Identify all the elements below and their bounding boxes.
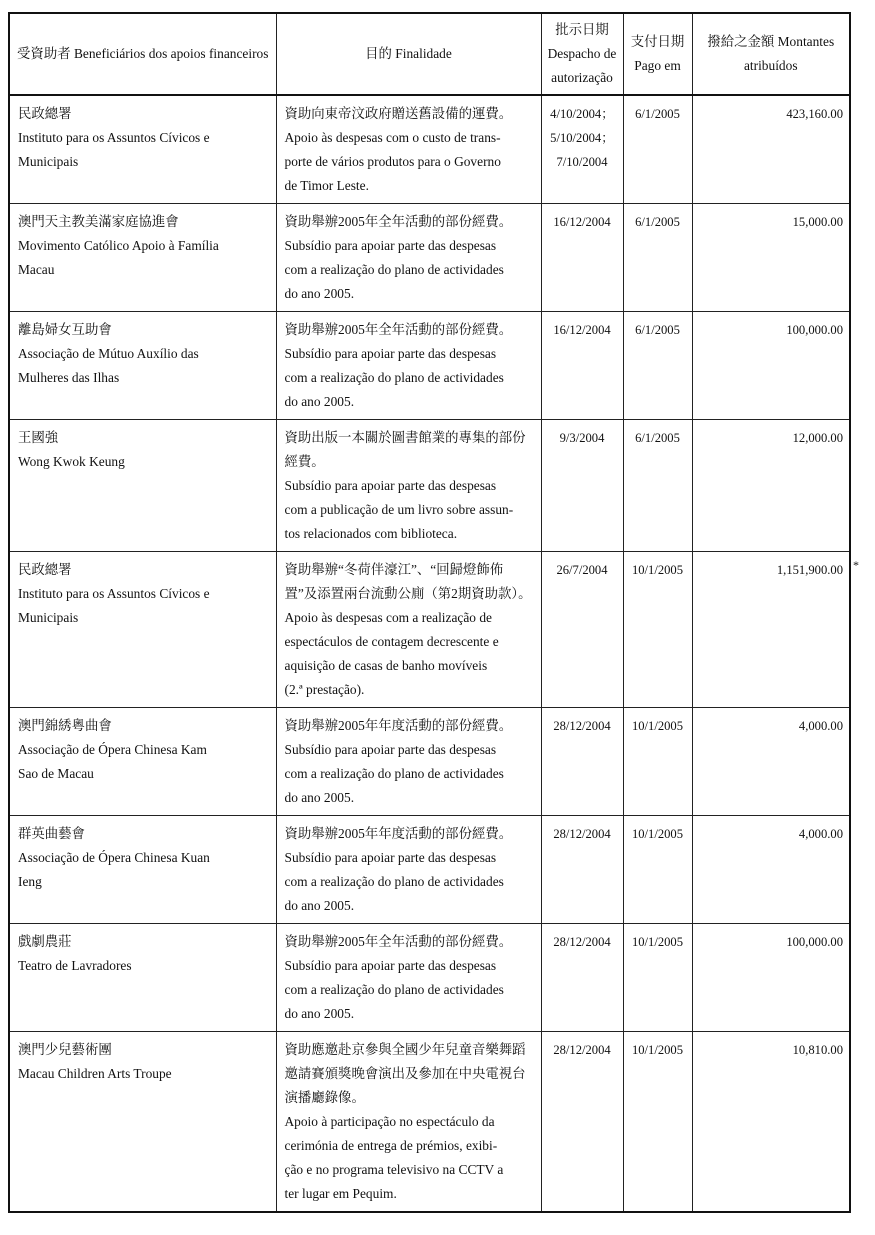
beneficiary-cell [9,816,276,924]
paid-date: 10/1/2005 [631,827,684,841]
amount-value: 1,151,900.00 [776,563,843,577]
paid-date: 6/1/2005 [635,107,680,121]
header-dispatch-pt-1: Despacho de [547,46,617,61]
beneficiary-cell [9,708,276,816]
beneficiary-cell [9,420,276,552]
dispatch-date: 4/10/2004； [550,107,614,121]
beneficiary-cell [9,924,276,1032]
purpose-line: 資助出版一本關於圖書館業的專集的部份 [284,430,526,445]
header-amount-pt-1: Montantes [777,34,835,49]
header-dispatch-zh: 批示日期 [555,22,609,37]
header-beneficiary-pt: Beneficiários dos apoios financeiros [73,46,269,61]
dispatch-date-cell [541,924,623,1032]
beneficiary-line: Wong Kwok Keung [18,454,125,469]
purpose-line: com a realização do plano de actividades [284,262,504,277]
dispatch-date-cell [541,95,623,204]
purpose-line: 經費。 [284,454,325,469]
beneficiary-line: Associação de Ópera Chinesa Kuan [18,850,210,865]
beneficiary-line: Municipais [18,154,79,169]
dispatch-date-cell [541,420,623,552]
amount-cell [692,420,850,552]
amount-cell [692,95,850,204]
purpose-line: espectáculos de contagem decrescente e [284,634,499,649]
purpose-line: (2.ª prestação). [284,682,365,697]
beneficiary-line: Sao de Macau [18,766,94,781]
purpose-line: 資助舉辦“冬荷伴濠江”、“回歸燈飾佈 [284,562,504,577]
dispatch-date: 16/12/2004 [553,323,611,337]
table-row [9,95,850,204]
amount-cell [692,552,850,708]
purpose-line: 演播廳錄像。 [284,1090,365,1105]
dispatch-date-cell [541,816,623,924]
paid-date-cell [623,708,692,816]
grants-table [8,12,851,1213]
beneficiary-line: 離島婦女互助會 [18,322,112,337]
footnote-mark: * [853,557,859,572]
purpose-line: ção e no programa televisivo na CCTV a [284,1162,504,1177]
beneficiary-line: Municipais [18,610,79,625]
dispatch-date: 9/3/2004 [559,431,605,445]
purpose-line: 資助舉辦2005年年度活動的部份經費。 [284,718,513,733]
dispatch-date: 28/12/2004 [553,1043,611,1057]
purpose-line: ter lugar em Pequim. [284,1186,397,1201]
purpose-line: com a realização do plano de actividades [284,982,504,997]
paid-date-cell [623,924,692,1032]
purpose-line: cerimónia de entrega de prémios, exibi- [284,1138,498,1153]
amount-cell [692,312,850,420]
purpose-cell [276,204,541,312]
beneficiary-line: 民政總署 [18,106,72,121]
beneficiary-line: 王國強 [18,430,59,445]
purpose-line: 資助舉辦2005年全年活動的部份經費。 [284,934,513,949]
purpose-line: 資助舉辦2005年年度活動的部份經費。 [284,826,513,841]
beneficiary-line: Macau [18,262,55,277]
paid-date-cell [623,552,692,708]
table-row [9,204,850,312]
purpose-line: do ano 2005. [284,898,355,913]
header-purpose-pt: Finalidade [395,46,452,61]
purpose-line: com a publicação de um livro sobre assun- [284,502,514,517]
purpose-line: Subsídio para apoiar parte das despesas [284,850,497,865]
purpose-cell [276,924,541,1032]
purpose-line: 置”及添置兩台流動公廁（第2期資助款）。 [284,586,532,601]
dispatch-date: 28/12/2004 [553,719,611,733]
beneficiary-cell [9,552,276,708]
paid-date-cell [623,816,692,924]
purpose-line: Apoio à participação no espectáculo da [284,1114,495,1129]
purpose-line: aquisição de casas de banho movíveis [284,658,488,673]
paid-date: 10/1/2005 [631,1043,684,1057]
dispatch-date: 5/10/2004； [550,131,614,145]
amount-value: 100,000.00 [786,323,843,337]
purpose-cell [276,312,541,420]
beneficiary-line: 澳門少兒藝術團 [18,1042,112,1057]
beneficiary-line: Macau Children Arts Troupe [18,1066,172,1081]
beneficiary-line: Teatro de Lavradores [18,958,132,973]
amount-cell [692,816,850,924]
beneficiary-line: 澳門天主教美滿家庭協進會 [18,214,179,229]
paid-date: 10/1/2005 [631,719,684,733]
amount-value: 4,000.00 [798,719,843,733]
header-dispatch [541,13,623,95]
header-purpose [276,13,541,95]
paid-date-cell [623,312,692,420]
beneficiary-cell [9,204,276,312]
beneficiary-cell [9,1032,276,1213]
header-beneficiary [9,13,276,95]
amount-cell [692,204,850,312]
header-amount-zh: 撥給之金額 [707,34,775,49]
dispatch-date: 7/10/2004 [556,155,608,169]
purpose-cell [276,1032,541,1213]
purpose-line: 資助應邀赴京參與全國少年兒童音樂舞蹈 [284,1042,526,1057]
table-row [9,816,850,924]
table-row [9,552,850,708]
purpose-line: 邀請賽頒獎晚會演出及參加在中央電視台 [284,1066,526,1081]
purpose-line: do ano 2005. [284,286,355,301]
beneficiary-line: Instituto para os Assuntos Cívicos e [18,130,210,145]
purpose-line: do ano 2005. [284,394,355,409]
purpose-line: 資助舉辦2005年全年活動的部份經費。 [284,322,513,337]
purpose-cell [276,816,541,924]
purpose-line: com a realização do plano de actividades [284,370,504,385]
dispatch-date-cell [541,552,623,708]
amount-cell [692,708,850,816]
amount-value: 15,000.00 [792,215,843,229]
beneficiary-line: 戲劇農莊 [18,934,72,949]
table-row [9,708,850,816]
beneficiary-cell [9,312,276,420]
header-dispatch-pt-2: autorização [551,70,613,85]
paid-date: 6/1/2005 [635,431,680,445]
beneficiary-line: Associação de Mútuo Auxílio das [18,346,199,361]
dispatch-date-cell [541,312,623,420]
beneficiary-line: 民政總署 [18,562,72,577]
purpose-cell [276,708,541,816]
amount-value: 10,810.00 [792,1043,843,1057]
table-row [9,924,850,1032]
paid-date: 6/1/2005 [635,323,680,337]
header-paid-pt: Pago em [634,58,681,73]
amount-value: 12,000.00 [792,431,843,445]
beneficiary-line: 澳門錦綉粵曲會 [18,718,112,733]
dispatch-date: 16/12/2004 [553,215,611,229]
table-row [9,312,850,420]
amount-value: 423,160.00 [786,107,843,121]
purpose-line: Subsídio para apoiar parte das despesas [284,958,497,973]
purpose-line: Subsídio para apoiar parte das despesas [284,478,497,493]
beneficiary-line: Mulheres das Ilhas [18,370,120,385]
purpose-line: porte de vários produtos para o Governo [284,154,501,169]
beneficiary-line: Movimento Católico Apoio à Família [18,238,219,253]
dispatch-date-cell [541,708,623,816]
purpose-line: Apoio às despesas com o custo de trans- [284,130,501,145]
header-paid [623,13,692,95]
paid-date-cell [623,204,692,312]
dispatch-date: 28/12/2004 [553,827,611,841]
header-beneficiary-zh: 受資助者 [17,46,71,61]
purpose-line: Subsídio para apoiar parte das despesas [284,238,497,253]
beneficiary-line: Ieng [18,874,42,889]
table-row [9,1032,850,1213]
paid-date-cell [623,95,692,204]
purpose-line: Subsídio para apoiar parte das despesas [284,346,497,361]
beneficiary-line: 群英曲藝會 [18,826,85,841]
purpose-cell [276,552,541,708]
purpose-line: 資助舉辦2005年全年活動的部份經費。 [284,214,513,229]
purpose-line: Subsídio para apoiar parte das despesas [284,742,497,757]
purpose-line: com a realização do plano de actividades [284,766,504,781]
purpose-line: do ano 2005. [284,790,355,805]
purpose-cell [276,420,541,552]
paid-date: 10/1/2005 [631,935,684,949]
header-purpose-zh: 目的 [365,46,392,61]
purpose-cell [276,95,541,204]
header-row [9,13,850,95]
header-paid-zh: 支付日期 [630,34,685,49]
amount-cell [692,1032,850,1213]
purpose-line: tos relacionados com biblioteca. [284,526,458,541]
purpose-line: Apoio às despesas com a realização de [284,610,492,625]
purpose-line: de Timor Leste. [284,178,369,193]
purpose-line: 資助向東帝汶政府贈送舊設備的運費。 [284,106,513,121]
dispatch-date-cell [541,1032,623,1213]
purpose-line: do ano 2005. [284,1006,355,1021]
beneficiary-line: Associação de Ópera Chinesa Kam [18,742,207,757]
table-row [9,420,850,552]
paid-date: 10/1/2005 [631,563,684,577]
header-amount [692,13,850,95]
amount-cell [692,924,850,1032]
paid-date-cell [623,1032,692,1213]
dispatch-date: 28/12/2004 [553,935,611,949]
purpose-line: com a realização do plano de actividades [284,874,504,889]
beneficiary-cell [9,95,276,204]
paid-date-cell [623,420,692,552]
amount-value: 4,000.00 [798,827,843,841]
amount-value: 100,000.00 [786,935,843,949]
dispatch-date-cell [541,204,623,312]
header-amount-pt-2: atribuídos [743,58,798,73]
dispatch-date: 26/7/2004 [556,563,608,577]
paid-date: 6/1/2005 [635,215,680,229]
beneficiary-line: Instituto para os Assuntos Cívicos e [18,586,210,601]
